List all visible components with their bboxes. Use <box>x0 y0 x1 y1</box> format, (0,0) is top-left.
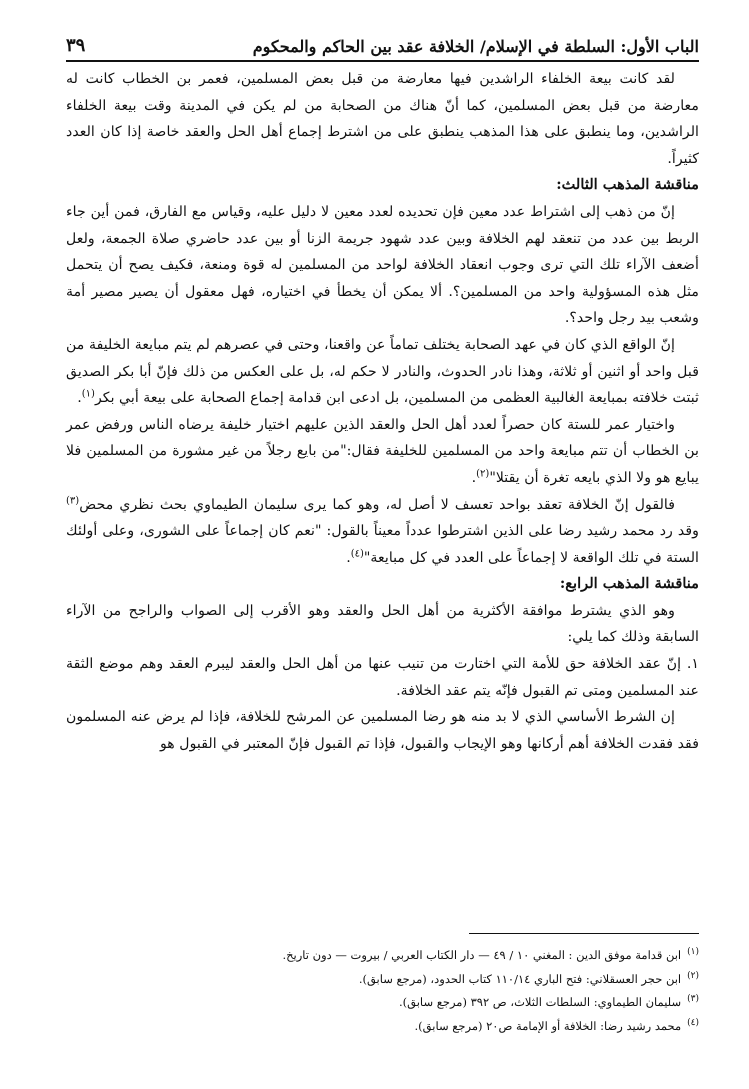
footnote <box>66 968 699 992</box>
section-heading: مناقشة المذهب الرابع: <box>559 575 699 593</box>
footnote-text: ابن حجر العسقلاني: فتح الباري ١١٠/١٤ كتاب الحدود، (مرجع سابق). <box>358 971 682 986</box>
footnote-divider <box>469 933 699 934</box>
footnote <box>66 1015 699 1039</box>
paragraph-text: واختيار عمر للستة كان حصراً لعدد أهل الحل والعقد الذين عليهم اختيار خليفة يرضاه الناس ورفض عمر بن الخطاب أن تتم مبايعة واحد من المسلمين للخليفة فقال:"من بايع رجلاً من غير مشورة من المسلمين فلا يبايع هو ولا الذي بايعه تغرة أن يقتلا" <box>66 416 699 486</box>
paragraph-text: فالقول إنّ الخلافة تعقد بواحد تعسف لا أصل له، وهو كما يرى سليمان الطيماوي بحث نظري محض <box>79 496 675 513</box>
paragraph-text: إنّ الواقع الذي كان في عهد الصحابة يختلف تماماً عن واقعنا، وحتى في عصرهم لم يتم مبايعة الخليفة من قبل واحد أو اثنين أو ثلاثة، وهذا نادر الحدوث، والنادر لا حكم له، بل على العكس من ذلك فإنّ أبا بكر الصديق ثبتت خلافته بمبايعة الغالبية العظمى من المسلمين، بل ادعى ابن قدامة إجماع الصحابة على بيعة أبي بكر <box>66 336 699 407</box>
paragraph-end: . <box>77 390 82 407</box>
paragraph-text: وقد رد محمد رشيد رضا على الذين اشترطوا عدداً معيناً بالقول: "نعم كان إجماعاً على الشورى، وعلى أولئك الستة في تلك الواقعة لا إجماعاً على العدد في كل مبايعة" <box>66 523 699 566</box>
paragraph: لقد كانت بيعة الخلفاء الراشدين فيها معارضة من قبل بعض المسلمين، فعمر بن الخطاب كانت له معارضة من قبل بعض المسلمين، كما أنّ هناك من الصحابة من لم يكن في المدينة وقت بيعة الخلفاء الراشدين، وما ينطبق على هذا المذهب ينطبق على من اشترط إجماع أهل الحل والعقد خاصة إذا كان العدد كثيراً. <box>66 71 699 167</box>
footnote-mark: (٤) <box>687 1017 699 1028</box>
footnote-mark: (١) <box>687 947 699 958</box>
footnote-ref[interactable]: (٣) <box>66 494 80 506</box>
paragraph: إن الشرط الأساسي الذي لا بد منه هو رضا المسلمين عن المرشح للخلافة، فإذا لم يرض عنه المسلمون فقد فقدت الخلافة أهم أركانها وهو الإيجاب والقبول، فإذا تم القبول فإنّ المعتبر في القبول هو <box>66 709 699 752</box>
footnote-ref[interactable]: (٢) <box>476 468 490 480</box>
running-header <box>66 26 699 62</box>
paragraph-end: . <box>471 469 477 486</box>
footnote-text: سليمان الطيماوي: السلطات الثلاث، ص ٣٩٢ (مرجع سابق). <box>399 995 682 1009</box>
footnote <box>66 991 699 1015</box>
footnote-text: محمد رشيد رضا: الخلافة أو الإمامة ص٢٠ (مرجع سابق). <box>414 1018 682 1033</box>
header-title: الباب الأول: السلطة في الإسلام/ الخلافة عقد بين الحاكم والمحكوم <box>252 37 699 56</box>
body-text <box>66 66 699 757</box>
paragraph: إنّ من ذهب إلى اشتراط عدد معين فإن تحديده لعدد معين لا دليل عليه، وقياس مع الفارق، فمن أين جاء الربط بين عدد من تنعقد لهم الخلافة وبين عدد شهود جريمة الزنا أو بين عدد حاضري صلاة الجمعة، ولعل أضعف الآراء تلك التي ترى وجوب انعقاد الخلافة لواحد من المسلمين له قوة ومنعة، فكيف يصح أن يتحمل مثل هذه المسؤولية واحد من المسلمين؟. ألا يمكن أن يخطأ في اختياره، فهل معقول أن يصير مصير أمة وشعب بيد رجل واحد؟. <box>66 203 699 327</box>
paragraph-end: . <box>346 549 351 566</box>
paragraph <box>66 412 699 492</box>
footnote-ref[interactable]: (٤) <box>350 547 364 559</box>
section-heading: مناقشة المذهب الثالث: <box>556 176 699 194</box>
footnote-text: ابن قدامة موفق الدين : المغني ١٠ / ٤٩ — دار الكتاب العربي / بيروت — دون تاريخ. <box>282 948 682 962</box>
footnote-ref[interactable]: (١) <box>81 388 95 400</box>
footnote-mark: (٢) <box>687 970 699 981</box>
paragraph: وهو الذي يشترط موافقة الأكثرية من أهل الحل والعقد وهو الأقرب إلى الصواب والراجح من الآراء السابقة وذلك كما يلي: <box>66 602 699 646</box>
footnote-mark: (٣) <box>687 994 699 1005</box>
footnotes <box>66 944 699 1038</box>
paragraph <box>66 332 699 412</box>
footnote <box>66 944 699 968</box>
list-item: ١. إنّ عقد الخلافة حق للأمة التي اختارت من تنيب عنها من أهل الحل والعقد ليبرم العقد وهم موضع الثقة عند المسلمين ومتى تم القبول فإنّه يتم عقد الخلافة. <box>66 656 699 699</box>
paragraph <box>66 492 699 572</box>
page-number: ٣٩ <box>66 35 86 56</box>
